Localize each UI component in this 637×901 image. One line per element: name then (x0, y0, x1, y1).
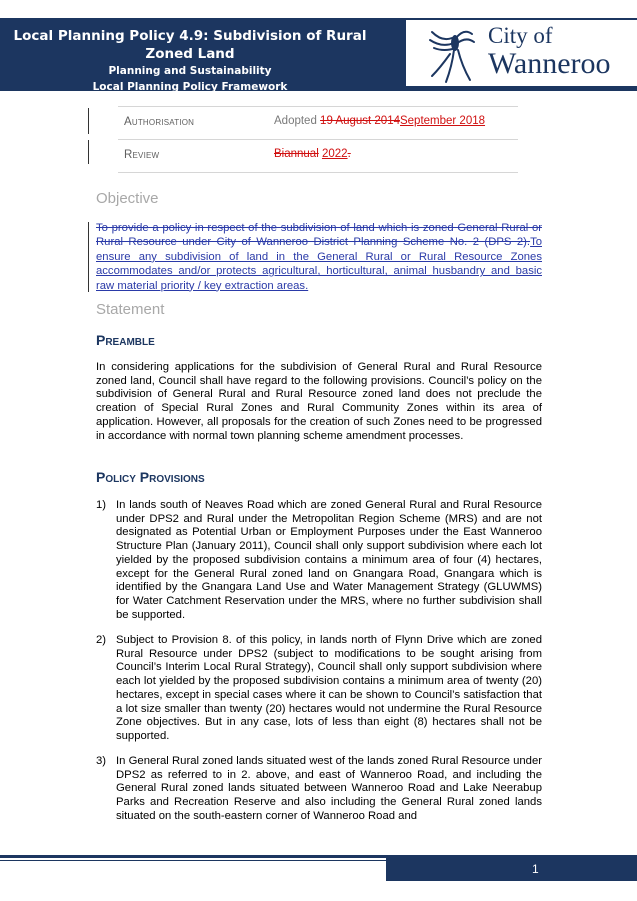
adopted-prefix: Adopted (274, 115, 321, 127)
footer-page-panel (386, 858, 637, 881)
logo-wordmark (488, 24, 611, 79)
provision-number: 2) (96, 634, 107, 646)
change-bar (88, 140, 89, 164)
deleted-review: Biannual (274, 148, 319, 160)
header-subtitle-planning: Planning and Sustainability (108, 65, 272, 77)
statement-heading: Statement (96, 301, 165, 318)
preamble-paragraph: In considering applications for the subdivision of General Rural and Rural Resource zoned land, Council shall have regard to the following provisions. Council’s policy on the subdivision of General Rural and Rural Resource zoned land does not preclude the creation of Special Rural Zones and Rural Community Zones within its area of application. However, all proposals for the creation of such Zones need to be progressed in accordance with normal town planning scheme amendment processes. (96, 361, 542, 442)
provision-text: In General Rural zoned lands situated west of the lands zoned Rural Resource under DPS2 as referred to in 2. above, and east of Wanneroo Road, and including the General Rural zoned lands situated between Wanneroo Road and Lake Neerabup Parks and Recreation Reserve and also including the General Rural zoned lands situated on the south-eastern corner of Wanneroo Road and (116, 755, 542, 822)
banksia-flower-icon (426, 24, 476, 84)
page-number: 1 (532, 862, 539, 876)
change-bar (88, 222, 89, 292)
preamble-heading: Preamble (96, 332, 155, 348)
objective-inserted-text: To ensure any subdivision of land in the General Rural or Rural Resource Zones accommodates and/or protects agricultural, horticultural, animal husbandry and basic raw material priority / key extraction areas. (96, 236, 542, 292)
policy-title: Local Planning Policy 4.9: Subdivision of Rural Zoned Land (13, 28, 367, 62)
change-bar (88, 108, 89, 134)
provision-item (96, 499, 542, 622)
header-subtitle-framework: Local Planning Policy Framework (92, 81, 288, 93)
review-row (118, 139, 518, 173)
review-label: Review (124, 149, 160, 161)
footer-left-panel (0, 860, 386, 879)
provision-text: In lands south of Neaves Road which are zoned General Rural and Rural Resource under DPS2 and Rural under the Metropolitan Region Scheme (MRS) and are not designated as Potential Urban or Employment Purposes under the East Wanneroo Structure Plan (January 2011), Council shall only support subdivision where each lot yielded by the proposed subdivision contains a minimum area of four (4) hectares, except for the General Rural zoned land on Gnangara Road, Gnangara which is identified by the Gnangara Land Use and Water Management Strategy (GLUWMS) for Water Catchment Reservation under the MRS, where no further subdivision shall be supported. (116, 499, 542, 621)
authorisation-label: Authorisation (124, 116, 195, 128)
provision-item (96, 755, 542, 824)
objective-heading: Objective (96, 190, 159, 207)
provision-number: 1) (96, 499, 107, 511)
authorisation-value (274, 115, 485, 127)
provision-text: Subject to Provision 8. of this policy, in lands north of Flynn Drive which are zoned Rural Resource under DPS2 (subject to modifications to be sought arising from Council’s Interim Local Rural Strategy), Council shall only support subdivision where each lot yielded by the proposed subdivision contains a minimum area of twenty (20) hectares, except in special cases where it can be shown to Council’s satisfaction that a lot size smaller than twenty (20) hectares would not undermine the Rural Resource Zone objectives. But in any case, lots of less than eight (8) hectares shall not be supported. (116, 634, 542, 742)
deleted-period: . (347, 148, 351, 160)
page-header (0, 18, 637, 91)
provision-number: 3) (96, 755, 107, 767)
deleted-date: 19 August 2014 (320, 115, 400, 127)
inserted-date: September 2018 (399, 115, 486, 127)
metadata-table (118, 106, 518, 173)
city-logo (406, 20, 637, 86)
objective-paragraph (96, 221, 542, 293)
header-text-block (0, 27, 380, 95)
review-value (274, 148, 351, 160)
inserted-review: 2022 (321, 148, 348, 160)
authorisation-row (118, 106, 518, 139)
objective-deleted-text: To provide a policy in respect of the subdivision of land which is zoned General Rural or Rural Resource under City of Wanneroo District Planning Scheme No. 2 (DPS 2). (96, 222, 542, 249)
logo-city-of: City of (488, 23, 553, 48)
logo-wanneroo: Wanneroo (488, 47, 611, 80)
policy-provisions-heading: Policy Provisions (96, 469, 205, 485)
provision-item (96, 634, 542, 744)
